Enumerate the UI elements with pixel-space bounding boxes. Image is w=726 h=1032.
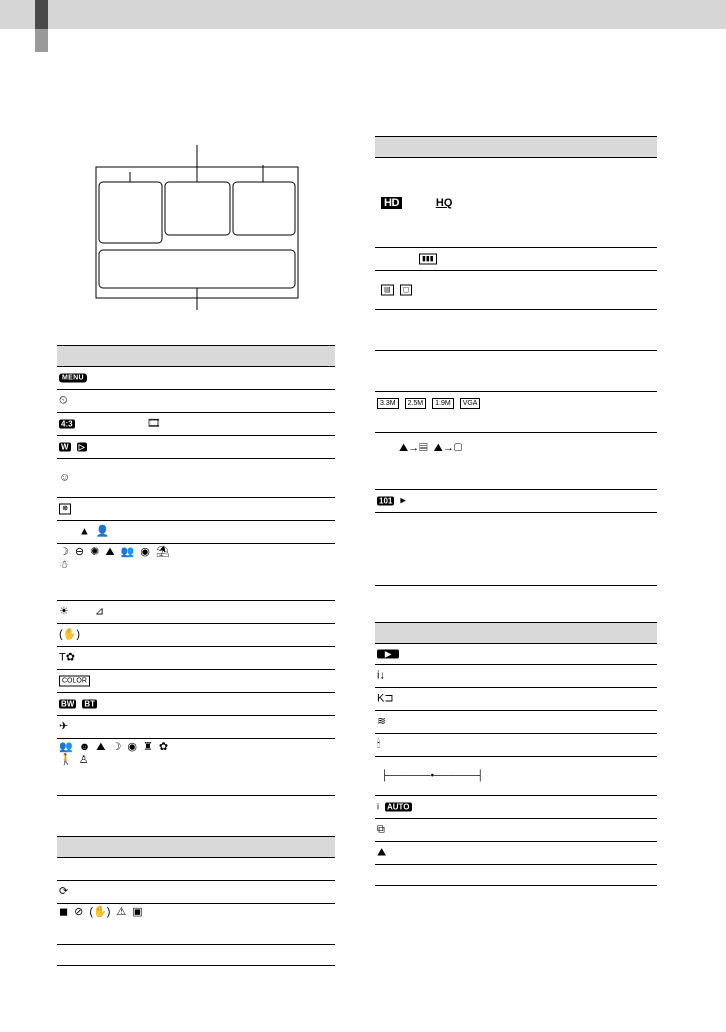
hq-mode-icon: HQ — [435, 196, 453, 209]
steadyshot-icon: (✋) — [59, 628, 81, 641]
table-row — [375, 665, 657, 688]
table-row — [57, 601, 335, 624]
table-row — [57, 858, 335, 881]
table-row — [375, 351, 657, 392]
left-table-top — [57, 345, 335, 796]
night-auto-icon: ☽ — [111, 741, 122, 753]
image-size-3.3m-icon: 3.3M — [377, 398, 399, 409]
photo-to-internal-icon: ⛰→▤ — [399, 442, 428, 454]
photo-icon: ⛰ — [377, 846, 387, 859]
right-table-bottom — [375, 622, 657, 886]
x-v-color-icon: COLOR — [59, 676, 90, 687]
image-size-vga-icon: VGA — [460, 398, 481, 409]
table-header — [375, 622, 657, 644]
right-table-top — [375, 136, 657, 586]
spotlight-auto-icon: ◉ — [127, 741, 138, 753]
tele-macro-icon: T✿ — [59, 651, 75, 664]
landscape-scene-icon: ⛰ — [105, 546, 115, 558]
info-sort-icon: i↓ — [377, 669, 385, 682]
warning-memory-icon: ◼ — [59, 906, 69, 918]
image-size-2.5m-icon: 2.5M — [405, 398, 427, 409]
table-row — [375, 842, 657, 865]
low-light-icon: ♜ — [143, 741, 153, 753]
table-row — [57, 716, 335, 739]
table-row — [375, 711, 657, 734]
landscape-icon: ▲ — [79, 525, 90, 538]
table-row — [375, 865, 657, 886]
night-icon: ☽ — [59, 546, 69, 558]
blt-tele-icon: BT — [84, 699, 95, 709]
folder-arrow-icon: ▸ — [400, 494, 406, 507]
table-row — [375, 433, 657, 490]
table-header — [57, 836, 335, 858]
table-row — [57, 498, 335, 521]
macro-icon: ✿ — [158, 741, 169, 753]
table-header — [57, 345, 335, 367]
playback-bar-icon: ├──────•──────┤ — [381, 770, 484, 782]
daylight-icon: ☀ — [59, 605, 69, 618]
walking-icon: 🚶 — [59, 754, 73, 766]
intelligent-portrait-icon: 👥 — [59, 741, 73, 753]
card-warning-icon: ▣ — [132, 906, 143, 918]
table-row — [57, 739, 335, 796]
tripod-icon: ♙ — [78, 754, 89, 766]
table-row — [375, 757, 657, 796]
table-row — [57, 693, 335, 716]
table-row — [57, 670, 335, 693]
hd-quality-icon: HD — [381, 197, 402, 209]
memory-card-icon: ▢ — [400, 285, 413, 296]
fireworks-icon: ✺ — [90, 546, 100, 558]
self-timer-icon: ⏲ — [59, 394, 68, 407]
aspect-4-3-icon: 4:3 — [61, 419, 73, 429]
table-row — [57, 904, 335, 945]
table-row — [57, 881, 335, 904]
table-row — [57, 544, 335, 601]
beach-icon: ⛱ — [155, 546, 170, 558]
table-row — [375, 310, 657, 351]
sunset-icon: ⊖ — [74, 546, 85, 558]
wide-icon: W — [61, 442, 69, 452]
photo-to-card-icon: ⛰→▢ — [433, 442, 463, 454]
intelligent-auto-icon: AUTO — [387, 802, 410, 812]
film-icon: 🎞 — [146, 417, 161, 430]
menu-icon: MENU — [59, 374, 87, 383]
folder-icon: 101 — [379, 496, 393, 506]
wind-noise-icon: ✈ — [59, 720, 69, 733]
spotlight-icon: ◉ — [140, 546, 150, 558]
wireless-icon: ≋ — [377, 715, 387, 728]
table-row — [57, 521, 335, 544]
table-row — [57, 413, 335, 436]
table-row — [375, 158, 657, 248]
table-row — [375, 271, 657, 310]
table-row — [375, 248, 657, 271]
blt-wide-icon: BW — [61, 699, 75, 709]
camera-warning-icon: ⚠ — [116, 906, 127, 918]
table-row — [375, 392, 657, 433]
table-row — [375, 819, 657, 842]
table-row: i AUTO — [375, 796, 657, 819]
table-row — [375, 734, 657, 757]
table-row — [57, 436, 335, 459]
table-row — [57, 945, 335, 966]
left-table-bottom — [57, 836, 335, 966]
one-push-wb-icon: ⊿ — [94, 605, 105, 618]
table-row — [375, 644, 657, 665]
shake-warning-icon: (✋) — [89, 906, 111, 918]
battery-icon: ▮▮▮ — [419, 254, 437, 265]
portrait-icon: 👤 — [95, 525, 110, 538]
table-row — [57, 390, 335, 413]
screen-diagram — [0, 0, 360, 320]
internal-memory-icon: ▤ — [381, 285, 394, 296]
highlight-icon: K⊐ — [377, 692, 394, 705]
steadyshot-off-icon: ☸ — [59, 504, 71, 515]
table-row — [375, 513, 657, 586]
candle-icon: 🕯 — [377, 738, 381, 751]
table-row — [57, 367, 335, 390]
table-row — [57, 459, 335, 498]
no-flash-icon: ⊘ — [74, 906, 84, 918]
slow-rec-icon: ▷ — [78, 442, 85, 452]
face-detect-off-icon: ☺ — [59, 471, 71, 484]
slideshow-icon: ⧉ — [377, 823, 385, 836]
snow-icon: ☃ — [59, 559, 69, 571]
baby-icon: ☻ — [78, 741, 91, 753]
table-row — [57, 647, 335, 670]
portrait-scene-icon: 👥 — [120, 546, 135, 558]
table-row — [57, 624, 335, 647]
table-row — [375, 490, 657, 513]
landscape-auto-icon: ⛰ — [96, 741, 106, 753]
table-header — [375, 136, 657, 158]
repeat-icon: ⟳ — [59, 885, 69, 898]
table-row — [375, 688, 657, 711]
playback-icon: ▶ — [377, 650, 399, 659]
image-size-1.9m-icon: 1.9M — [432, 398, 454, 409]
